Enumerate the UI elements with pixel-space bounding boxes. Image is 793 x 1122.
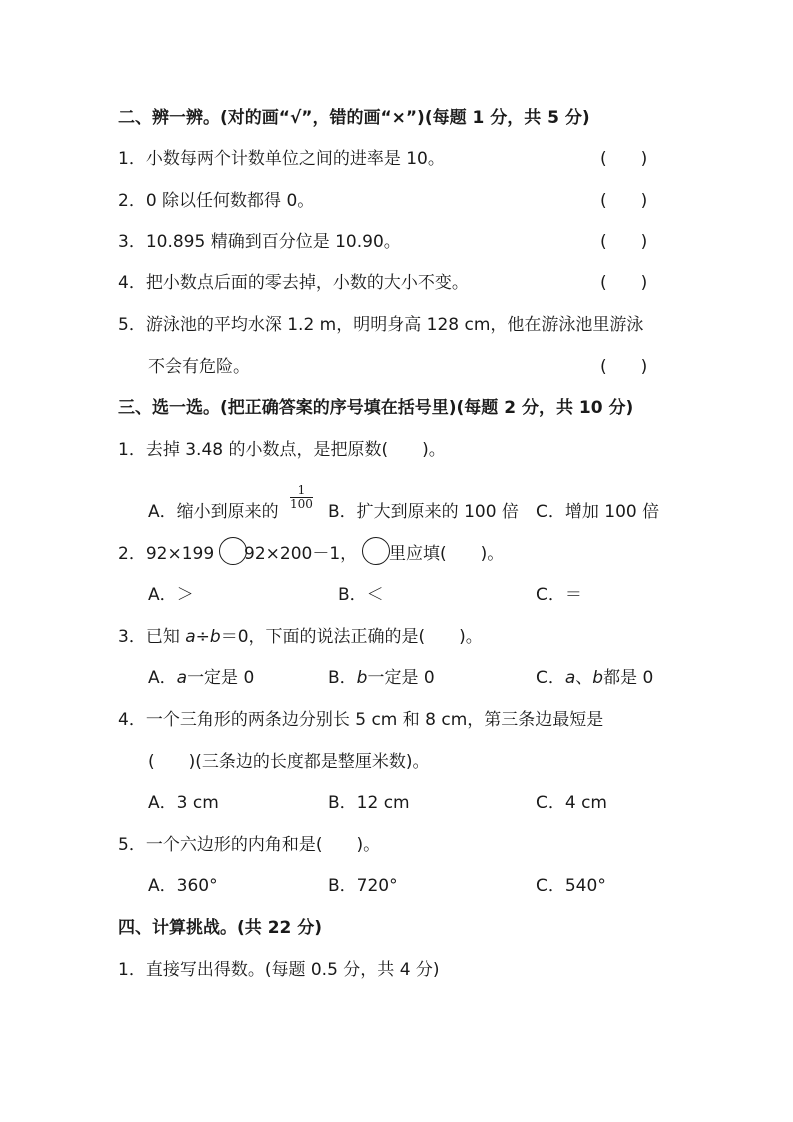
q3-c-sep: 、: [575, 668, 593, 688]
q3-c-prefix: C．: [536, 668, 565, 688]
choice-q2-option-b[interactable]: B．＜: [338, 585, 384, 605]
q3-suffix: ＝0，下面的说法正确的是( )。: [220, 627, 483, 647]
choice-q1-option-c[interactable]: C．增加 100 倍: [536, 502, 660, 522]
choice-q3-stem: [118, 625, 483, 649]
choice-q5-option-b[interactable]: B．720°: [328, 876, 398, 896]
q3-prefix: 3．已知: [118, 627, 186, 647]
q3-c-text: 都是 0: [603, 668, 654, 688]
judge-item-4: 4．把小数点后面的零去掉，小数的大小不变。: [118, 273, 469, 293]
choice-q4-option-b[interactable]: B．12 cm: [328, 793, 410, 813]
section2-heading: 二、辨一辨。(对的画“√”，错的画“×”)(每题 1 分，共 5 分): [118, 108, 590, 128]
answer-bracket-4[interactable]: ( ): [600, 273, 648, 293]
q3-op: ÷: [195, 627, 210, 647]
choice-q3-option-c[interactable]: [536, 666, 653, 690]
choice-q4-continuation: ( )(三条边的长度都是整厘米数)。: [148, 752, 430, 772]
answer-bracket-5[interactable]: ( ): [600, 357, 648, 377]
choice-q1-option-b[interactable]: B．扩大到原来的 100 倍: [328, 502, 519, 522]
comparison-circle-blank[interactable]: [219, 537, 247, 565]
q3-b-prefix: B．: [328, 668, 357, 688]
q3-a-prefix: A．: [148, 668, 177, 688]
judge-item-5: 5．游泳池的平均水深 1.2 m，明明身高 128 cm，他在游泳池里游泳: [118, 315, 644, 335]
q3-b-var: b: [356, 668, 368, 688]
q3-b-text: 一定是 0: [367, 668, 435, 688]
choice-q5-option-c[interactable]: C．540°: [536, 876, 606, 896]
judge-item-5-continuation: 不会有危险。: [148, 357, 250, 377]
judge-item-3: 3．10.895 精确到百分位是 10.90。: [118, 232, 401, 252]
choice-q2-part2: 92×200－1，: [244, 544, 358, 564]
answer-bracket-3[interactable]: ( ): [600, 232, 648, 252]
choice-q4-option-c[interactable]: C．4 cm: [536, 793, 607, 813]
section3-heading: 三、选一选。(把正确答案的序号填在括号里)(每题 2 分，共 10 分): [118, 398, 634, 418]
q3-c-var-a: a: [564, 668, 576, 688]
q3-c-var-b: b: [592, 668, 604, 688]
choice-q3-option-b[interactable]: [328, 666, 435, 690]
option-a-label: A．缩小到原来的: [148, 502, 279, 522]
choice-q4-option-a[interactable]: A．3 cm: [148, 793, 219, 813]
section4-heading: 四、计算挑战。(共 22 分): [118, 918, 323, 938]
choice-q4-stem: 4．一个三角形的两条边分别长 5 cm 和 8 cm，第三条边最短是: [118, 710, 604, 730]
q3-var-a: a: [185, 627, 196, 647]
choice-q5-stem: 5．一个六边形的内角和是( )。: [118, 835, 381, 855]
choice-q2-option-a[interactable]: A．＞: [148, 585, 194, 605]
choice-q2-part1: 2．92×199: [118, 544, 215, 564]
calc-q1-stem: 1．直接写出得数。(每题 0.5 分，共 4 分): [118, 960, 440, 980]
choice-q2-part3: 里应填( )。: [389, 544, 505, 564]
comparison-circle-reference: [362, 537, 390, 565]
q3-a-text: 一定是 0: [187, 668, 255, 688]
choice-q2-option-c[interactable]: C．＝: [536, 585, 582, 605]
fraction-one-hundredth: [290, 484, 313, 511]
choice-q5-option-a[interactable]: A．360°: [148, 876, 218, 896]
judge-item-1: 1．小数每两个计数单位之间的进率是 10。: [118, 149, 445, 169]
fraction-numerator: 1: [290, 484, 313, 498]
q3-a-var: a: [176, 668, 188, 688]
choice-q1-option-a[interactable]: [148, 500, 279, 524]
choice-q1-stem: 1．去掉 3.48 的小数点，是把原数( )。: [118, 440, 446, 460]
fraction-denominator: 100: [290, 497, 313, 511]
answer-bracket-1[interactable]: ( ): [600, 149, 648, 169]
choice-q3-option-a[interactable]: [148, 666, 254, 690]
q3-var-b: b: [209, 627, 221, 647]
judge-item-2: 2．0 除以任何数都得 0。: [118, 191, 315, 211]
answer-bracket-2[interactable]: ( ): [600, 191, 648, 211]
